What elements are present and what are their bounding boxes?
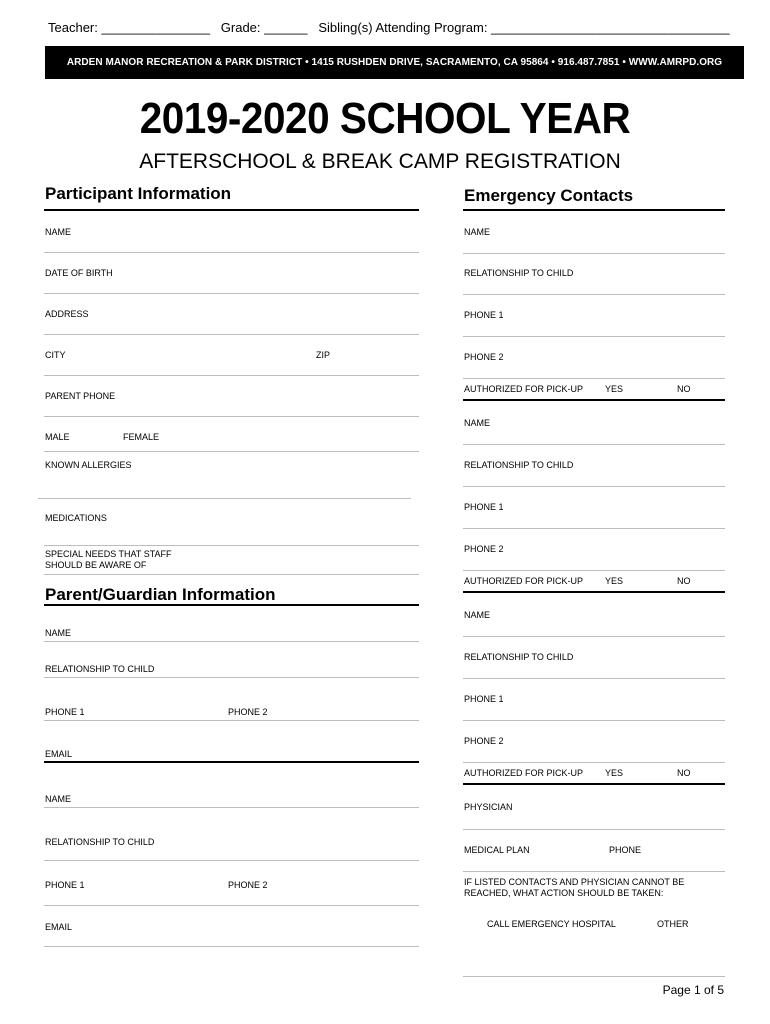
participant-address-label: ADDRESS (45, 309, 89, 319)
medications-field[interactable] (44, 545, 419, 546)
guardian2-email-label: EMAIL (45, 922, 73, 932)
action-field[interactable] (463, 976, 725, 977)
physician-field[interactable] (463, 829, 725, 830)
ec2-relationship-field[interactable] (463, 486, 725, 487)
guardian2-name-label: NAME (45, 794, 72, 804)
ec3-no-option[interactable]: NO (677, 768, 691, 778)
guardian2-phone1-label: PHONE 1 (45, 880, 85, 890)
ec3-relationship-label: RELATIONSHIP TO CHILD (464, 652, 574, 662)
ec1-relationship-label: RELATIONSHIP TO CHILD (464, 268, 574, 278)
ec3-divider (463, 783, 725, 785)
ec2-authorized-label: AUTHORIZED FOR PICK-UP (464, 576, 584, 586)
participant-zip-label: ZIP (316, 350, 331, 360)
emergency-heading: Emergency Contacts (464, 186, 634, 205)
ec2-no-option[interactable]: NO (677, 576, 691, 586)
ec1-no-option[interactable]: NO (677, 384, 691, 394)
guardian-heading-rule (44, 604, 419, 606)
ec2-divider (463, 591, 725, 593)
female-option[interactable]: FEMALE (123, 432, 160, 442)
guardian2-email-field[interactable] (44, 946, 419, 947)
ec3-phone2-label: PHONE 2 (464, 736, 504, 746)
guardian1-relationship-field[interactable] (44, 677, 419, 678)
participant-heading: Participant Information (45, 184, 232, 203)
page-subtitle: AFTERSCHOOL & BREAK CAMP REGISTRATION (139, 150, 621, 173)
ec2-phone1-field[interactable] (463, 528, 725, 529)
ec3-authorized-label: AUTHORIZED FOR PICK-UP (464, 768, 584, 778)
ec2-phone2-field[interactable] (463, 570, 725, 571)
special-needs-label: SPECIAL NEEDS THAT STAFF SHOULD BE AWARE OF (45, 549, 172, 570)
ec3-phone1-field[interactable] (463, 720, 725, 721)
guardian1-name-label: NAME (45, 628, 72, 638)
guardian1-email-label: EMAIL (45, 749, 73, 759)
ec2-relationship-label: RELATIONSHIP TO CHILD (464, 460, 574, 470)
participant-dob-label: DATE OF BIRTH (45, 268, 113, 278)
parent-phone-label: PARENT PHONE (45, 391, 116, 401)
guardian2-phone2-label: PHONE 2 (228, 880, 268, 890)
ec2-name-label: NAME (464, 418, 491, 428)
other-option[interactable]: OTHER (657, 919, 689, 929)
medications-label: MEDICATIONS (45, 513, 107, 523)
guardian1-phone1-label: PHONE 1 (45, 707, 85, 717)
allergies-label: KNOWN ALLERGIES (45, 460, 132, 470)
participant-city-label: CITY (45, 350, 66, 360)
teacher-field[interactable]: Teacher: _______________ (48, 20, 210, 35)
ec3-name-label: NAME (464, 610, 491, 620)
male-option[interactable]: MALE (45, 432, 70, 442)
guardian1-phone-field[interactable] (44, 720, 419, 721)
participant-address-field[interactable] (44, 334, 419, 335)
emergency-heading-rule (463, 209, 725, 211)
header-fields (48, 20, 730, 35)
guardian2-relationship-field[interactable] (44, 860, 419, 861)
ec1-name-label: NAME (464, 227, 491, 237)
action-label: IF LISTED CONTACTS AND PHYSICIAN CANNOT BE REACHED, WHAT ACTION SHOULD BE TAKEN: (464, 877, 685, 898)
guardian-heading: Parent/Guardian Information (45, 585, 276, 604)
participant-dob-field[interactable] (44, 293, 419, 294)
participant-name-label: NAME (45, 227, 72, 237)
ec1-yes-option[interactable]: YES (605, 384, 624, 394)
ec1-phone2-label: PHONE 2 (464, 352, 504, 362)
ec1-authorized-label: AUTHORIZED FOR PICK-UP (464, 384, 584, 394)
ec1-phone2-field[interactable] (463, 378, 725, 379)
guardian1-relationship-label: RELATIONSHIP TO CHILD (45, 664, 155, 674)
ec2-name-field[interactable] (463, 444, 725, 445)
ec1-divider (463, 399, 725, 401)
page-title: 2019-2020 SCHOOL YEAR (139, 94, 631, 143)
medical-plan-field[interactable] (463, 871, 725, 872)
ec1-phone1-label: PHONE 1 (464, 310, 504, 320)
ec3-phone1-label: PHONE 1 (464, 694, 504, 704)
ec1-relationship-field[interactable] (463, 294, 725, 295)
gender-rule (44, 451, 419, 452)
ec1-name-field[interactable] (463, 253, 725, 254)
ec3-name-field[interactable] (463, 636, 725, 637)
medical-phone-label: PHONE (609, 845, 642, 855)
ec1-phone1-field[interactable] (463, 336, 725, 337)
allergies-field[interactable] (38, 498, 411, 499)
ec3-phone2-field[interactable] (463, 762, 725, 763)
parent-phone-field[interactable] (44, 416, 419, 417)
guardian1-email-field[interactable] (44, 761, 419, 763)
call-hospital-option[interactable]: CALL EMERGENCY HOSPITAL (487, 919, 616, 929)
grade-field[interactable]: Grade: ______ (220, 20, 308, 35)
siblings-field[interactable]: Sibling(s) Attending Program: _________________________________ (318, 20, 730, 35)
special-needs-field[interactable] (44, 574, 419, 575)
guardian1-name-field[interactable] (44, 641, 419, 642)
guardian2-phone-field[interactable] (44, 905, 419, 906)
ec3-relationship-field[interactable] (463, 678, 725, 679)
participant-city-zip-field[interactable] (44, 375, 419, 376)
organization-banner: ARDEN MANOR RECREATION & PARK DISTRICT • 1415 RUSHDEN DRIVE, SACRAMENTO, CA 95864 • 916.487.7851 • WWW.AMRPD.ORG (45, 46, 744, 79)
ec3-yes-option[interactable]: YES (605, 768, 624, 778)
guardian1-phone2-label: PHONE 2 (228, 707, 268, 717)
ec2-phone2-label: PHONE 2 (464, 544, 504, 554)
participant-heading-rule (44, 209, 419, 211)
medical-plan-label: MEDICAL PLAN (464, 845, 530, 855)
physician-label: PHYSICIAN (464, 802, 513, 812)
ec2-phone1-label: PHONE 1 (464, 502, 504, 512)
guardian2-relationship-label: RELATIONSHIP TO CHILD (45, 837, 155, 847)
page-number: Page 1 of 5 (662, 983, 724, 997)
ec2-yes-option[interactable]: YES (605, 576, 624, 586)
participant-name-field[interactable] (44, 252, 419, 253)
guardian2-name-field[interactable] (44, 807, 419, 808)
